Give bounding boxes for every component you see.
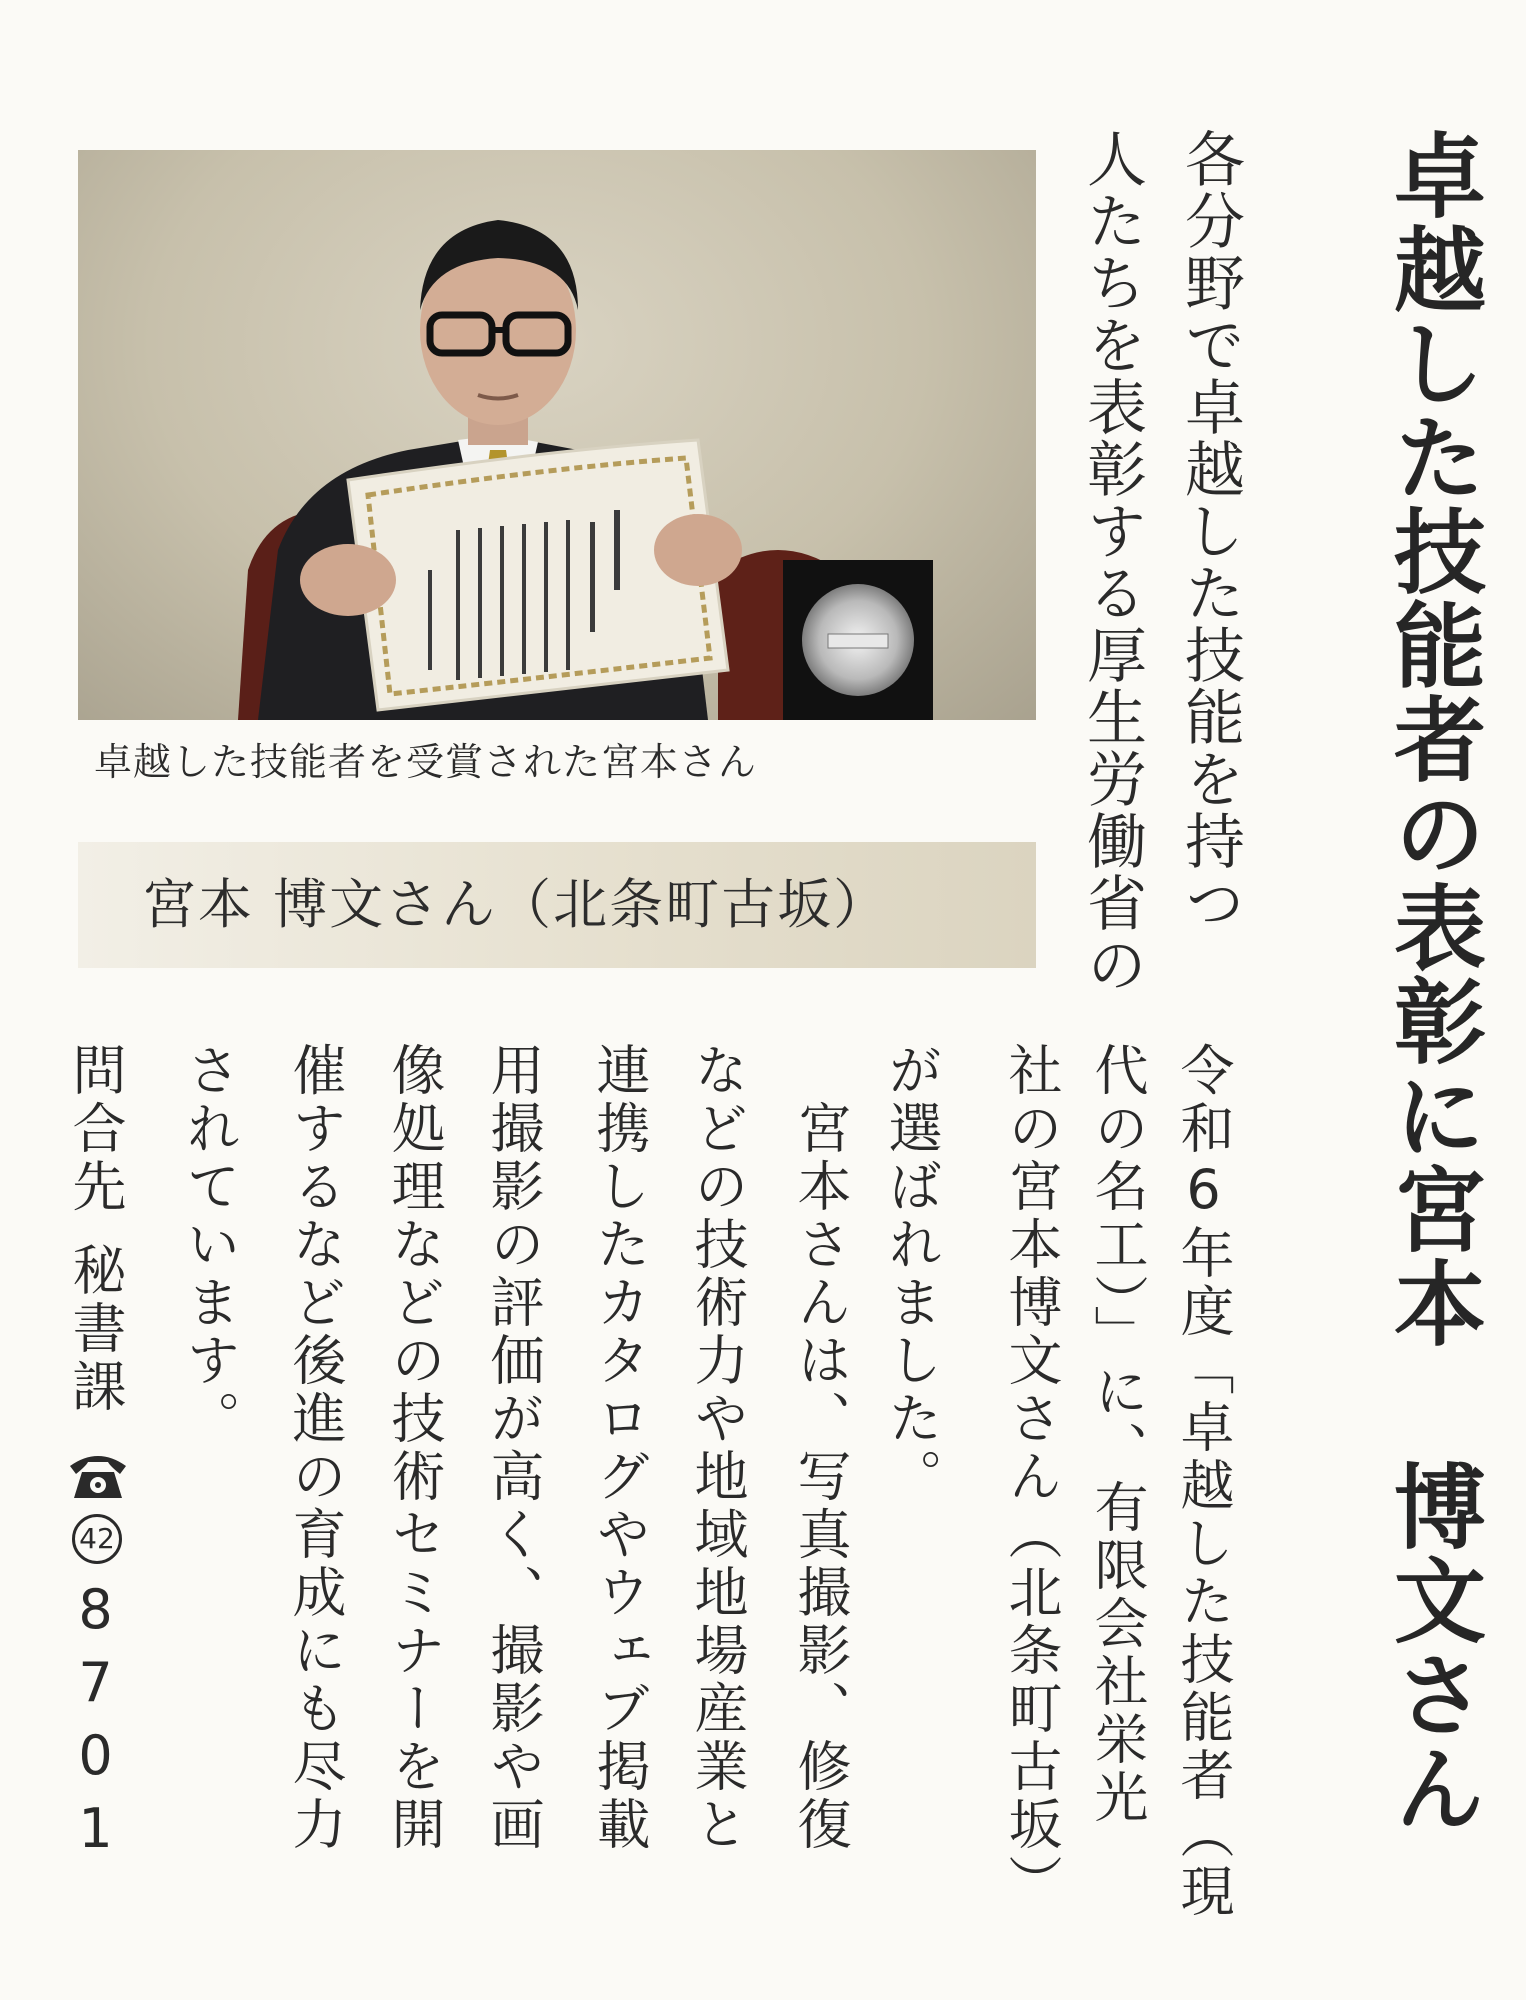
- lede-line-1: 各分野で卓越した技能を持つ: [1175, 128, 1245, 934]
- name-band: [78, 842, 1036, 968]
- area-code-badge: 42: [72, 1514, 122, 1564]
- awardee-name: 宮本 博文さん（北条町古坂）: [142, 873, 890, 936]
- lede-line-2: 人たちを表彰する厚生労働省の: [1077, 128, 1147, 996]
- telephone-icon: [66, 1448, 130, 1502]
- body-line-10: 催するなど後進の育成にも尽力: [284, 1042, 347, 1854]
- body-line-11: されています。: [178, 1042, 241, 1448]
- photo-caption: 卓越した技能者を受賞された宮本さん: [94, 740, 758, 784]
- award-photo: [78, 150, 1036, 720]
- body-line-6: などの技術力や地域地場産業と: [686, 1042, 749, 1854]
- body-line-1: 令和6年度「卓越した技能者（現: [1172, 1042, 1235, 1921]
- phone-number: 8701: [64, 1578, 127, 1870]
- body-line-8: 用撮影の評価が高く、撮影や画: [482, 1042, 545, 1854]
- body-line-5: 宮本さんは、写真撮影、修復: [789, 1042, 852, 1854]
- body-line-9: 像処理などの技術セミナーを開: [383, 1042, 446, 1854]
- body-line-4: が選ばれました。: [880, 1042, 943, 1506]
- headline: 卓越した技能者の表彰に宮本 博文さん: [1379, 128, 1486, 1835]
- body-line-2: 代の名工）」に、有限会社栄光: [1086, 1042, 1149, 1827]
- contact-label: 問合先: [64, 1042, 127, 1216]
- body-line-3: 社の宮本博文さん（北条町古坂）: [1000, 1042, 1063, 1912]
- body-line-7: 連携したカタログやウェブ掲載: [588, 1042, 651, 1854]
- contact-line: [64, 1042, 127, 1416]
- contact-department: 秘書課: [64, 1242, 127, 1416]
